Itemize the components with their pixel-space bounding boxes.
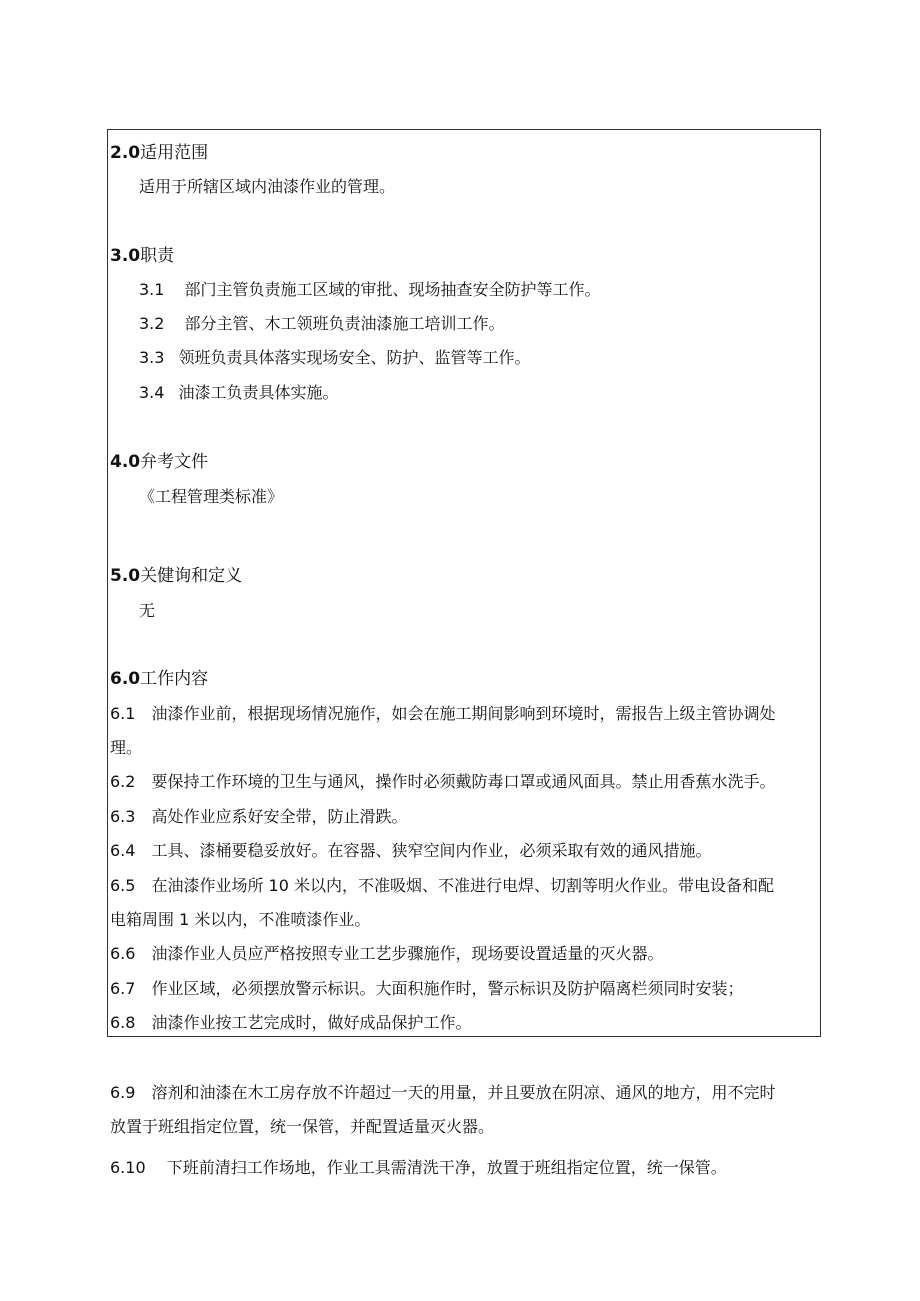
section-2-number: 2.0 [110,143,141,163]
section-6-line: 6.8 油漆作业按工艺完成时，做好成品保护工作。 [110,1013,472,1032]
section-6-line: 6.3 高处作业应系好安全带，防止滑跌。 [110,807,408,826]
section-5-heading [110,565,242,587]
section-2-body: 适用于所辖区域内油漆作业的管理。 [139,177,396,196]
section-3-title: 职责 [140,246,175,266]
section-3-item: 3.1 部门主管负责施工区域的审批、现场抽查安全防护等工作。 [139,280,601,299]
section-4-number: 4.0 [110,452,141,472]
section-2-heading [110,142,208,164]
section-6-outside-line: 6.10 下班前清扫工作场地，作业工具需清洗干净，放置于班组指定位置，统一保管。 [110,1158,727,1177]
section-6-line: 6.1 油漆作业前，根据现场情况施作，如会在施工期间影响到环境时，需报告上级主管协调处 [110,704,776,723]
section-4-title: 弁考文件 [140,452,209,472]
section-5-number: 5.0 [110,566,141,586]
section-3-item: 3.2 部分主管、木工领班负责油漆施工培训工作。 [139,314,505,333]
section-6-number: 6.0 [110,669,141,689]
section-6-line: 电箱周围 1 米以内，不准喷漆作业。 [110,910,371,929]
section-6-line: 6.7 作业区域，必须摆放警示标识。大面积施作时，警示标识及防护隔离栏须同时安装； [110,979,744,998]
section-5-title: 关健询和定义 [140,566,243,586]
section-4-heading [110,451,208,473]
section-2-title: 适用范围 [140,143,209,163]
section-6-line: 6.4 工具、漆桶要稳妥放好。在容器、狭窄空间内作业，必须采取有效的通风措施。 [110,841,712,860]
section-6-title: 工作内容 [140,669,209,689]
section-5-body: 无 [139,601,156,620]
section-3-heading [110,245,174,267]
section-6-line: 理。 [110,738,143,757]
section-3-number: 3.0 [110,246,141,266]
section-6-outside-line: 6.9 溶剂和油漆在木工房存放不许超过一天的用量，并且要放在阴凉、通风的地方，用不完时 [110,1083,776,1102]
section-6-line: 6.5 在油漆作业场所 10 米以内，不准吸烟、不准进行电焊、切割等明火作业。带电设备和配 [110,876,774,895]
section-6-heading [110,668,208,690]
section-3-item: 3.3 领班负责具体落实现场安全、防护、监管等工作。 [139,348,531,367]
section-6-line: 6.2 要保持工作环境的卫生与通风，操作时必须戴防毒口罩或通风面具。禁止用香蕉水洗手。 [110,772,776,791]
section-6-line: 6.6 油漆作业人员应严格按照专业工艺步骤施作，现场要设置适量的灭火器。 [110,944,664,963]
section-6-outside-line: 放置于班组指定位置，统一保管，并配置适量灭火器。 [110,1117,495,1136]
section-4-body: 《工程管理类标准》 [139,487,284,506]
section-3-item: 3.4 油漆工负责具体实施。 [139,383,339,402]
